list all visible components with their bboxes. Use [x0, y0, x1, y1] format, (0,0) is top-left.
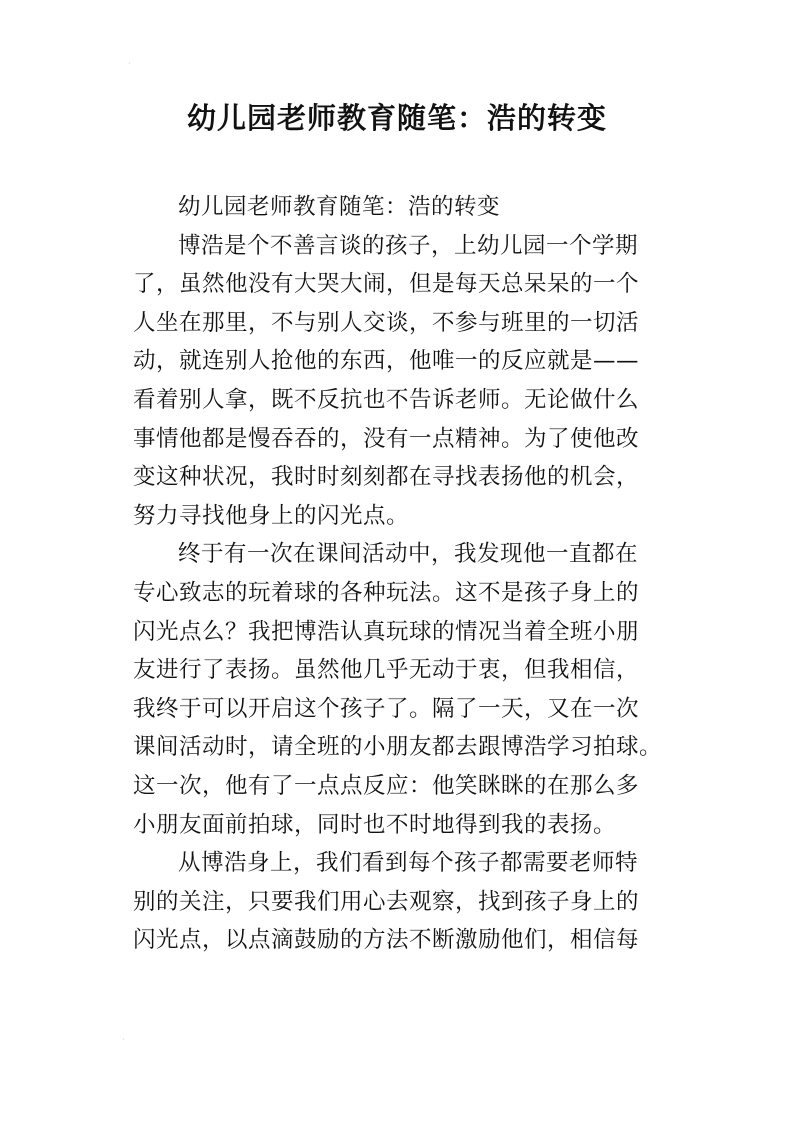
text-line: 这一次，他有了一点点反应：他笑眯眯的在那么多 [133, 772, 640, 799]
scan-speck: · [122, 1035, 125, 1044]
text-line: 从博浩身上，我们看到每个孩子都需要老师特 [178, 850, 639, 877]
text-line: 努力寻找他身上的闪光点。 [133, 502, 410, 529]
text-line: 别的关注，只要我们用心去观察，找到孩子身上的 [133, 888, 640, 915]
text-line: 事情他都是慢吞吞的，没有一点精神。为了使他改 [133, 425, 640, 452]
text-line: 看着别人拿，既不反抗也不告诉老师。无论做什么 [133, 386, 640, 413]
text-line: 博浩是个不善言谈的孩子，上幼儿园一个学期 [178, 232, 639, 259]
text-line: 动，就连别人抢他的东西，他唯一的反应就是—— [133, 348, 640, 375]
text-line: 了，虽然他没有大哭大闹，但是每天总呆呆的一个 [133, 271, 640, 298]
paragraph-3 [133, 844, 665, 960]
text-line: 专心致志的玩着球的各种玩法。这不是孩子身上的 [133, 579, 640, 606]
paragraph-subtitle [133, 188, 665, 227]
document-body [133, 188, 665, 960]
text-line: 闪光点，以点滴鼓励的方法不断激励他们，相信每 [133, 927, 640, 954]
text-line: 课间活动时，请全班的小朋友都去跟博浩学习拍球。 [133, 734, 663, 761]
scan-speck: · [128, 59, 131, 68]
document-title: 幼儿园老师教育随笔：浩的转变 [186, 101, 607, 135]
text-line: 友进行了表扬。虽然他几乎无动于衷，但我相信， [133, 657, 640, 684]
paragraph-2 [133, 535, 665, 844]
text-line: 幼儿园老师教育随笔：浩的转变 [178, 194, 501, 220]
text-line: 人坐在那里，不与别人交谈，不参与班里的一切活 [133, 309, 640, 336]
text-line: 我终于可以开启这个孩子了。隔了一天，又在一次 [133, 695, 640, 722]
text-line: 闪光点么？我把博浩认真玩球的情况当着全班小朋 [133, 618, 640, 645]
text-line: 小朋友面前拍球，同时也不时地得到我的表扬。 [133, 811, 617, 838]
paragraph-1 [133, 227, 665, 536]
text-line: 变这种状况，我时时刻刻都在寻找表扬他的机会， [133, 464, 640, 491]
text-line: 终于有一次在课间活动中，我发现他一直都在 [178, 541, 639, 568]
